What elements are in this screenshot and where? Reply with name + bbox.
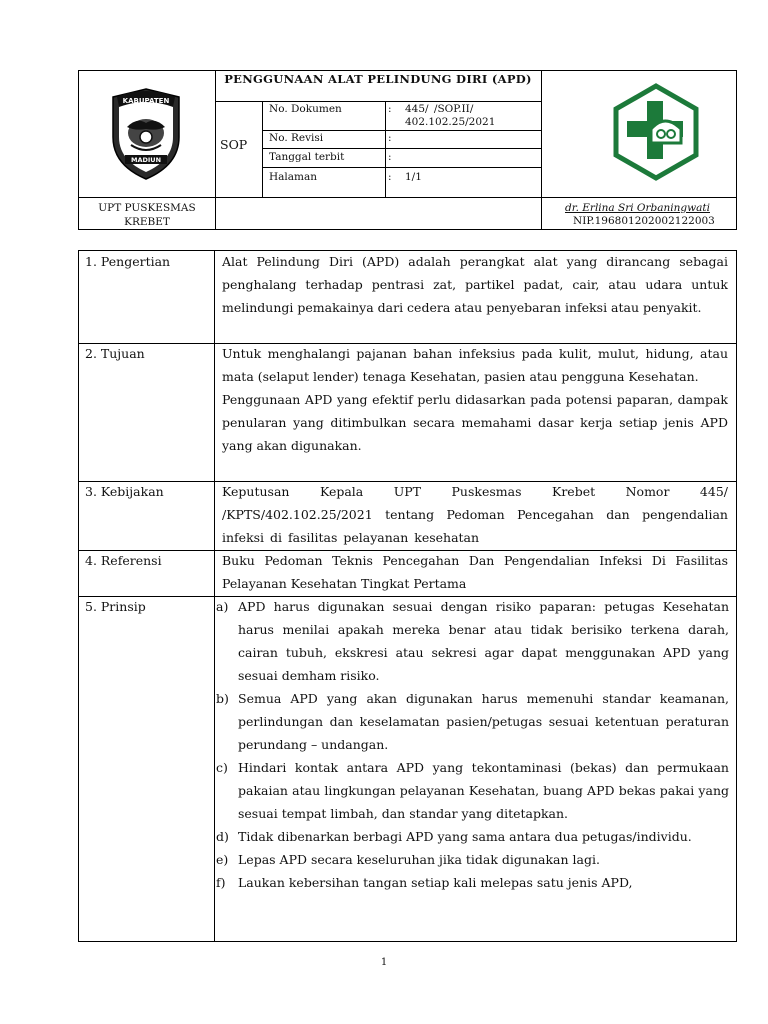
list-item	[216, 871, 729, 894]
rule	[262, 101, 541, 102]
row-label: Tanggal terbit	[269, 151, 345, 163]
list-text: Semua APD yang akan digunakan harus memenuhi standar keamanan, perlindungan dan keselamatan pasien/petugas sesuai ketentuan peraturan perundang – undangan.	[238, 691, 729, 752]
rule	[216, 101, 262, 102]
section-text-kebijakan: Keputusan Kepala UPT Puskesmas Krebet Nomor 445/ /KPTS/402.102.25/2021 tentang Pedoman Pencegahan dan pengendalian infeksi di fasilitas pelayanan kesehatan	[222, 484, 728, 545]
list-text: Lepas APD secara keseluruhan jika tidak digunakan lagi.	[238, 852, 600, 867]
list-marker: a)	[216, 599, 229, 614]
row-sep: :	[388, 171, 392, 183]
section-label-referensi: 4. Referensi	[85, 553, 162, 568]
list-marker: c)	[216, 760, 228, 775]
list-item	[216, 687, 729, 756]
section-label-tujuan: 2. Tujuan	[85, 346, 145, 361]
paragraph: Penggunaan APD yang efektif perlu didasarkan pada potensi paparan, dampak penularan yang ditimbulkan secara memahami dasar kerja setiap jenis APD yang akan digunakan.	[222, 392, 728, 453]
header-divider-right	[541, 71, 542, 229]
svg-text:MADIUN: MADIUN	[130, 156, 162, 164]
page-count-value: 1/1	[405, 171, 422, 183]
list-text: APD harus digunakan sesuai dengan risiko paparan: petugas Kesehatan harus menilai apakah mereka benar atau tidak berisiko terkena darah, cairan tubuh, ekskresi atau sekresi agar dapat menggunakan APD yang sesuai demham risiko.	[238, 599, 729, 683]
section-text-pengertian: Alat Pelindung Diri (APD) adalah perangkat alat yang dirancang sebagai penghalang terhadap pentrasi zat, partikel padat, cair, atau udara untuk melindungi pemakainya dari cedera atau penyebaran infeksi atau penyakit.	[222, 254, 728, 315]
header-divider-left	[215, 71, 216, 229]
sop-divider	[262, 101, 263, 197]
section-text-referensi: Buku Pedoman Teknis Pencegahan Dan Pengendalian Infeksi Di Fasilitas Pelayanan Kesehatan Tingkat Pertama	[222, 553, 728, 591]
list-marker: e)	[216, 852, 229, 867]
row-label: Halaman	[269, 171, 318, 183]
signer-nip: NIP.196801202002122003	[573, 215, 715, 227]
row-label: No. Dokumen	[269, 103, 342, 115]
rule	[262, 130, 541, 131]
page-number: 1	[380, 957, 388, 968]
document-header	[78, 70, 737, 230]
puskesmas-logo	[607, 83, 705, 181]
rule	[262, 148, 541, 149]
section-list-prinsip	[216, 595, 729, 894]
organization-name: UPT PUSKESMAS KREBET	[98, 202, 196, 228]
list-marker: b)	[216, 691, 229, 706]
list-item	[216, 825, 729, 848]
list-text: Hindari kontak antara APD yang tekontaminasi (bekas) dan permukaan pakaian atau lingkungan pelayanan Kesehatan, buang APD bekas pakai yang sesuai tempat limbah, dan standar yang ditetapkan.	[238, 760, 729, 821]
sop-label: SOP	[220, 137, 248, 152]
list-item	[216, 848, 729, 871]
list-marker: f)	[216, 875, 226, 890]
doc-number: 445/ /SOP.II/ 402.102.25/2021	[405, 103, 496, 128]
kabupaten-madiun-logo	[103, 83, 189, 183]
rule	[79, 197, 736, 198]
paragraph: Untuk menghalangi pajanan bahan infeksius pada kulit, mulut, hidung, atau mata (selaput lender) tenaga Kesehatan, pasien atau pengguna Kesehatan.	[222, 346, 728, 384]
colon-divider	[385, 101, 386, 197]
section-label-kebijakan: 3. Kebijakan	[85, 484, 164, 499]
document-title: PENGGUNAAN ALAT PELINDUNG DIRI (APD)	[224, 72, 532, 86]
svg-text:KABUPATEN: KABUPATEN	[122, 97, 170, 105]
row-sep: :	[388, 132, 392, 144]
list-item	[216, 595, 729, 687]
row-sep: :	[388, 103, 392, 115]
list-text: Tidak dibenarkan berbagi APD yang sama antara dua petugas/individu.	[238, 829, 692, 844]
signer-name: dr. Erlina Sri Orbaningwati	[565, 202, 710, 214]
list-item	[216, 756, 729, 825]
rule	[262, 167, 541, 168]
procedure-table	[78, 250, 737, 942]
row-sep: :	[388, 151, 392, 163]
list-marker: d)	[216, 829, 229, 844]
list-text: Laukan kebersihan tangan setiap kali melepas satu jenis APD,	[238, 875, 633, 890]
section-label-pengertian: 1. Pengertian	[85, 254, 171, 269]
section-text-tujuan	[222, 342, 728, 457]
section-label-prinsip: 5. Prinsip	[85, 599, 146, 614]
row-label: No. Revisi	[269, 132, 324, 144]
